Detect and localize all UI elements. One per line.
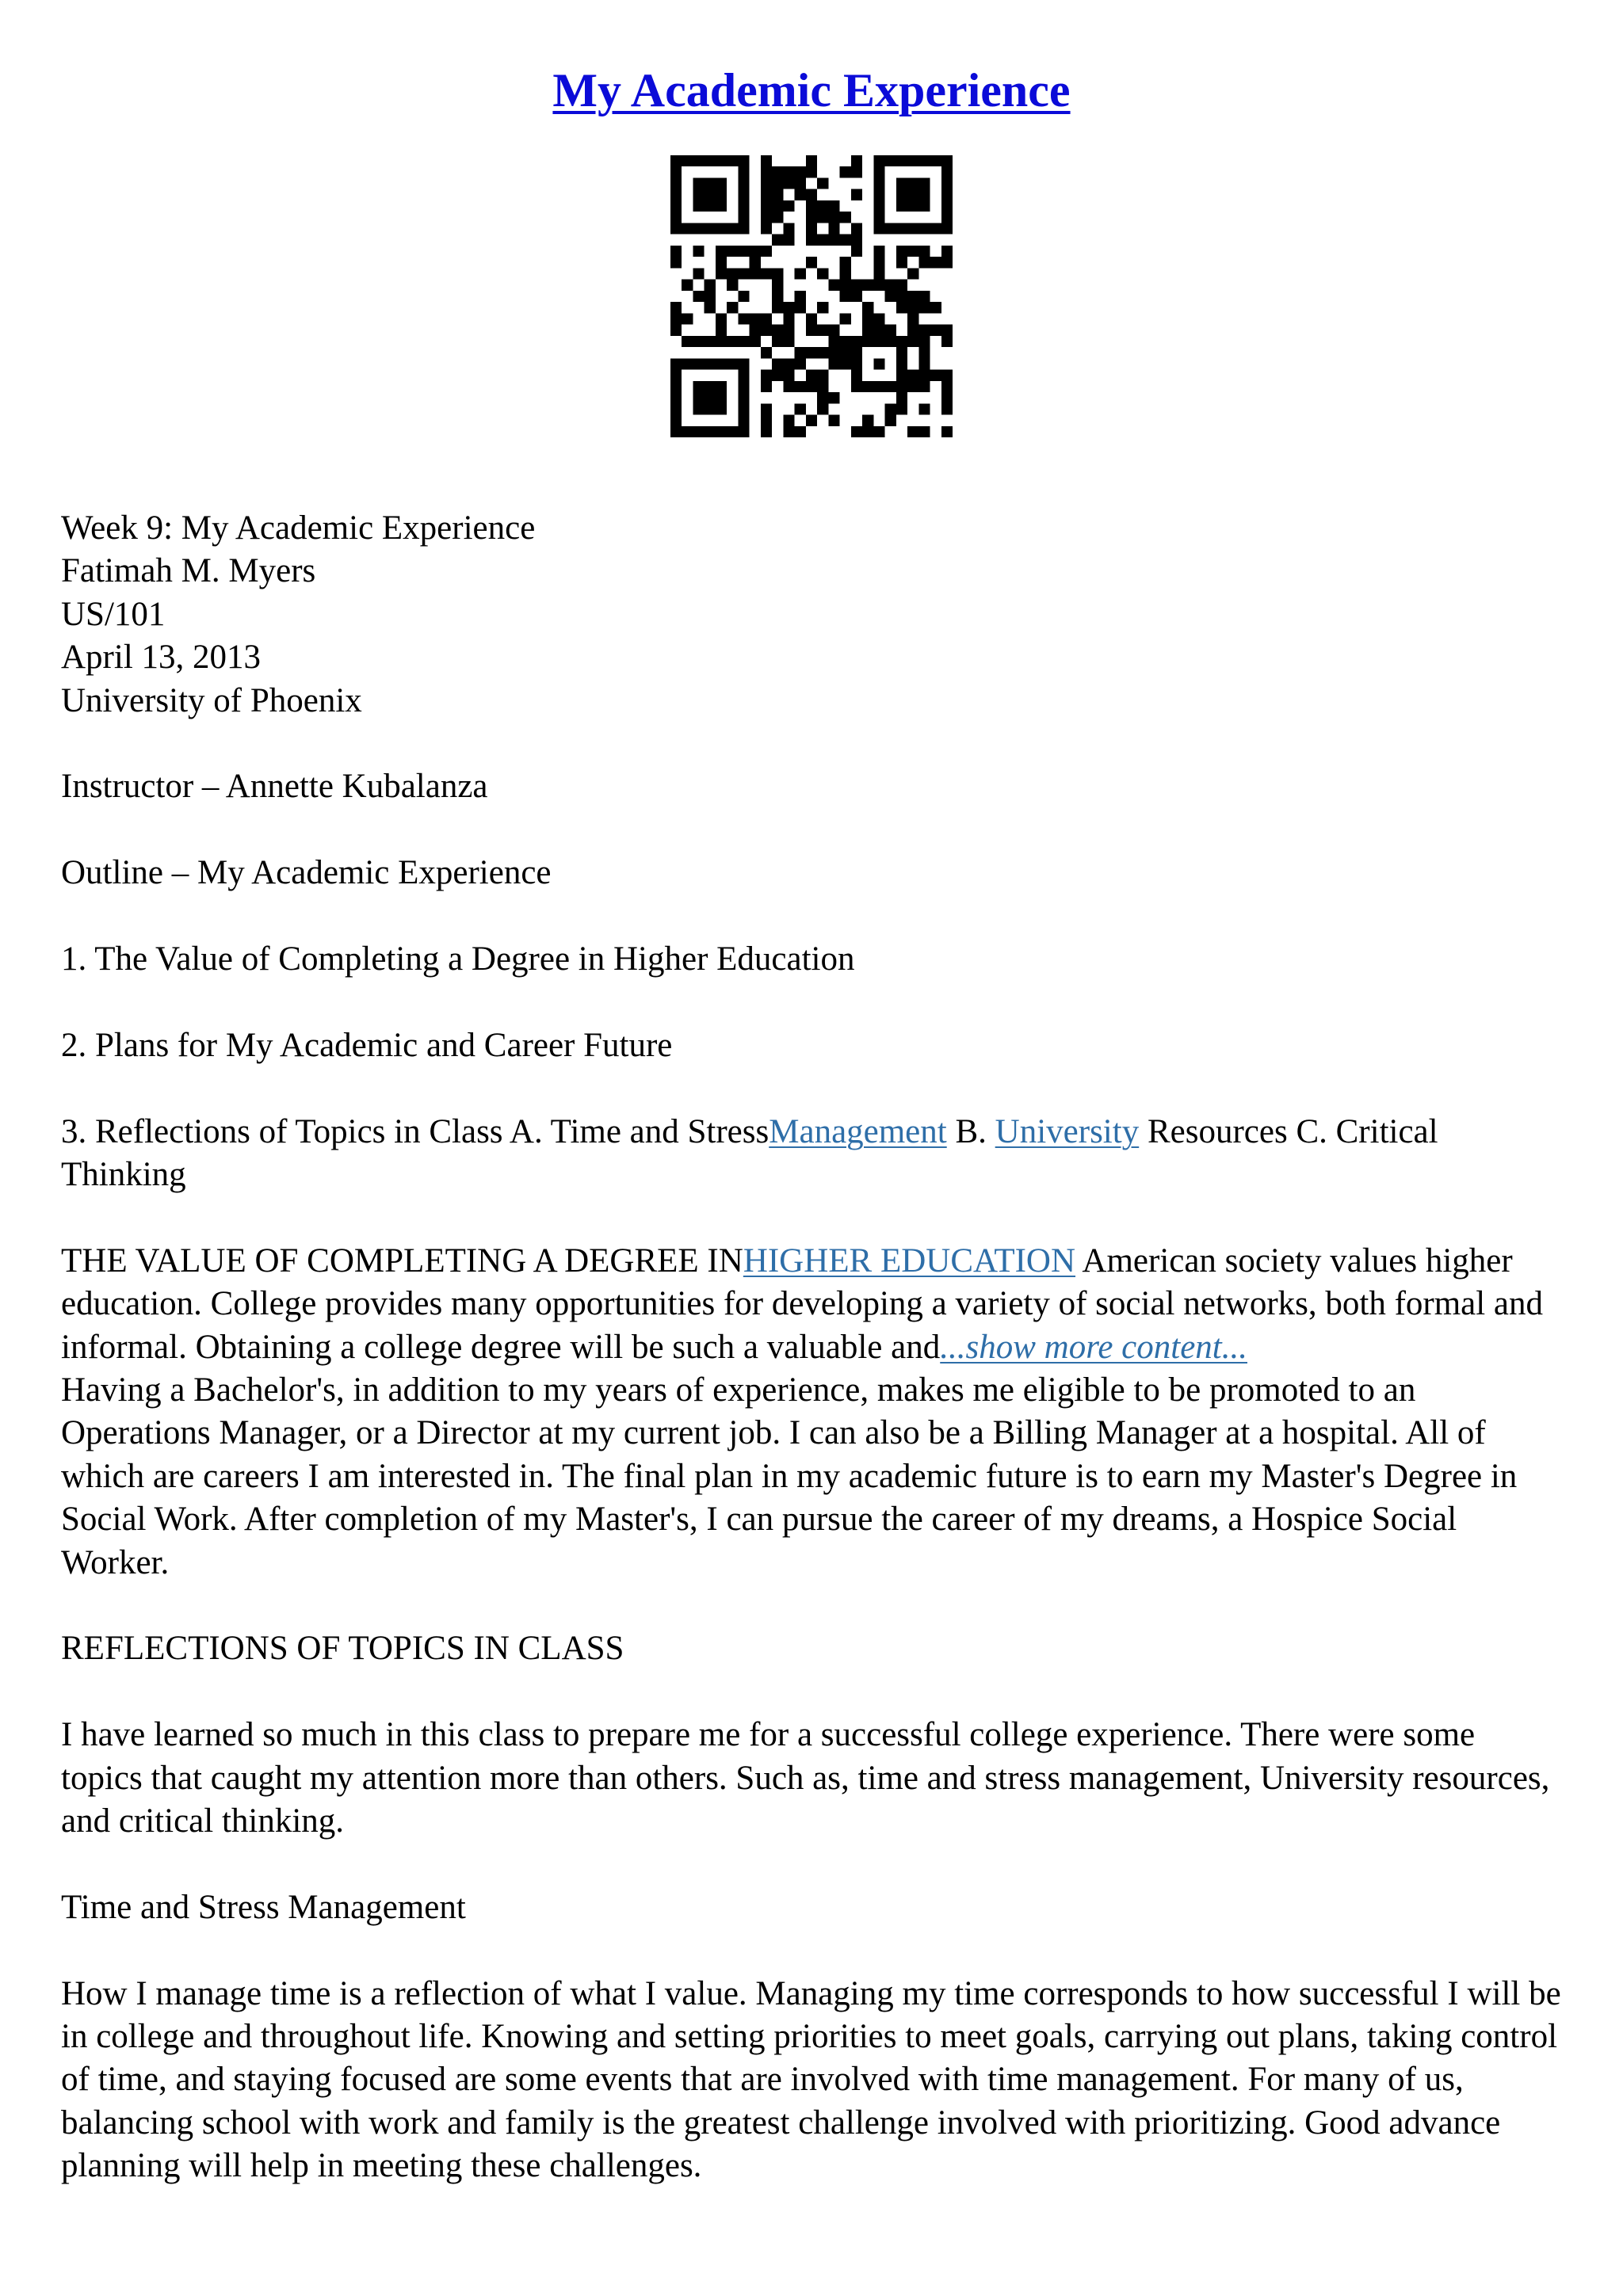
- outline-item-3-text-c: Resources C. Critical Thinking: [61, 1112, 1438, 1194]
- author-name: Fatimah M. Myers: [61, 552, 316, 590]
- course-code: US/101: [61, 595, 166, 633]
- time-management-paragraph: How I manage time is a reflection of what I value. Managing my time corresponds to how successful I will be in college and throughout life. Knowing and setting priorities to meet goals, carrying out plans, taking control of time, and staying focused are some events that are involved with time management. For many of us, balancing school with work and family is the greatest challenge involved with prioritizing. Good advance planning will help in meeting these challenges.: [61, 1974, 1561, 2185]
- reflections-heading: REFLECTIONS OF TOPICS IN CLASS: [61, 1630, 624, 1668]
- outline-title: Outline – My Academic Experience: [61, 854, 552, 892]
- institution-name: University of Phoenix: [61, 681, 362, 719]
- value-section-text: American society values higher education. College provides many opportunities for developing a variety of social networks, both formal and informal. Obtaining a college degree will be such a valuable and: [61, 1241, 1544, 1366]
- management-link[interactable]: Management: [769, 1112, 947, 1150]
- outline-item-1: 1. The Value of Completing a Degree in Higher Education: [61, 940, 855, 978]
- university-link[interactable]: University: [995, 1112, 1140, 1150]
- time-management-heading: Time and Stress Management: [61, 1888, 466, 1926]
- higher-education-link[interactable]: HIGHER EDUCATION: [743, 1241, 1076, 1280]
- show-more-link[interactable]: ...show more content...: [940, 1328, 1247, 1366]
- value-section-paragraph: [61, 1240, 1563, 1369]
- outline-item-2: 2. Plans for My Academic and Career Future: [61, 1026, 673, 1064]
- outline-item-3-text-b: B.: [946, 1112, 995, 1150]
- document-body: [61, 507, 1563, 2188]
- qr-code-image: [670, 155, 953, 437]
- document-date: April 13, 2013: [61, 639, 262, 677]
- page-title: [0, 59, 1623, 122]
- bachelor-paragraph: Having a Bachelor's, in addition to my years of experience, makes me eligible to be promoted to an Operations Manager, or a Director at my current job. I can also be a Billing Manager at a hospital. All of which are careers I am interested in. The final plan in my academic future is to earn my Master's Degree in Social Work. After completion of my Master's, I can pursue the career of my dreams, a Hospice Social Worker.: [61, 1371, 1518, 1581]
- instructor-line: Instructor – Annette Kubalanza: [61, 768, 488, 806]
- title-link[interactable]: My Academic Experience: [552, 64, 1071, 116]
- outline-item-3: [61, 1111, 1563, 1197]
- outline-item-3-text-a: 3. Reflections of Topics in Class A. Time and Stress: [61, 1112, 769, 1150]
- header-line: Week 9: My Academic Experience: [61, 509, 536, 547]
- value-section-heading: THE VALUE OF COMPLETING A DEGREE IN: [61, 1241, 743, 1280]
- reflections-paragraph: I have learned so much in this class to prepare me for a successful college experience. There were some topics that caught my attention more than others. Such as, time and stress management, University resources, and critical thinking.: [61, 1716, 1550, 1840]
